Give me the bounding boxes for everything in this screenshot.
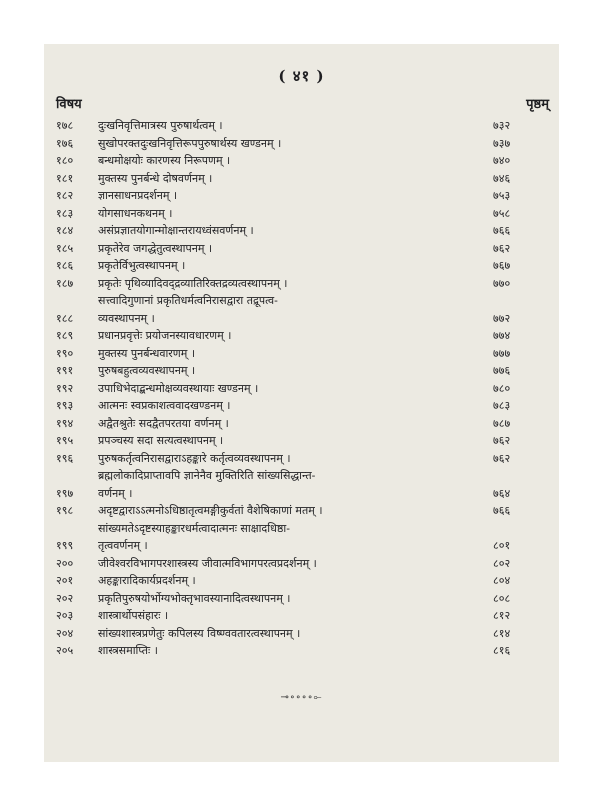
contents-entry	[56, 625, 549, 643]
entry-page-number: ७६६	[493, 504, 511, 517]
contents-entry	[56, 362, 549, 380]
contents-entry	[56, 520, 549, 555]
entry-title-line: पुरुषकर्तृत्वनिरासद्वाराऽहङ्कारे कर्तृत्वव्यवस्थापनम् ।	[98, 451, 291, 465]
contents-entry	[56, 135, 549, 153]
entry-page-number: ७८३	[493, 399, 511, 412]
contents-entry	[56, 432, 549, 450]
entry-number: २०३	[56, 609, 74, 622]
entry-title-line: सांख्यशास्त्रप्रणेतुः कपिलस्य विष्ण्ववतारत्वस्थापनम् ।	[98, 626, 301, 640]
contents-entry	[56, 292, 549, 327]
end-ornament: ⊸∘∘∘∘⟜	[280, 692, 323, 703]
entry-number: १७६	[56, 136, 74, 150]
entry-title-line: पुरुषबहुत्वव्यवस्थापनम् ।	[98, 364, 196, 377]
entry-title	[98, 187, 493, 205]
entry-number: १९२	[56, 381, 74, 395]
entry-title	[98, 345, 493, 363]
entry-title	[98, 362, 493, 380]
entry-title-line: प्रकृतेर्विभुत्वस्थापनम् ।	[98, 259, 186, 272]
contents-entry	[56, 187, 549, 205]
entry-page-number: ७६२	[493, 434, 511, 447]
entry-title-line: अद्वैतश्रुतेः सदद्वैतपरतया वर्णनम् ।	[98, 416, 229, 430]
book-page	[44, 44, 559, 762]
contents-entry	[56, 327, 549, 345]
contents-entry	[56, 117, 549, 135]
contents-entry	[56, 607, 549, 625]
entry-page-number: ७६२	[493, 241, 511, 255]
entry-page-number: ७४६	[493, 171, 511, 185]
entry-page-number: ७८७	[493, 416, 511, 430]
entry-page-number: ७४०	[493, 154, 511, 167]
entry-title-continuation: वर्णनम् ।	[98, 486, 133, 500]
entry-title	[98, 520, 493, 555]
contents-entry	[56, 257, 549, 275]
contents-list	[56, 117, 549, 660]
entry-number: १९६	[56, 451, 74, 465]
entry-title-line: जीवेश्वरविभागपरशास्त्रस्य जीवात्मविभागपरत्वप्रदर्शनम् ।	[98, 556, 317, 570]
entry-number: १९४	[56, 416, 74, 430]
page-column-heading: पृष्ठम्	[526, 97, 549, 112]
entry-title	[98, 205, 493, 223]
entry-title-line: मुक्तस्य पुनर्बन्धवारणम् ।	[98, 346, 196, 360]
contents-entry	[56, 590, 549, 608]
contents-entry	[56, 397, 549, 415]
entry-title-line: आत्मनः स्वप्रकाशत्ववादखण्डनम् ।	[98, 399, 231, 412]
entry-page-number: ७६७	[493, 259, 511, 272]
entry-title	[98, 222, 493, 240]
entry-page-number: ८०४	[493, 574, 511, 587]
entry-page-number: ७७२	[493, 311, 511, 325]
entry-page-number: ७३२	[493, 119, 511, 132]
entry-title-line: सत्त्वादिगुणानां प्रकृतिधर्मत्वनिरासद्वारा तद्रूपत्व-	[98, 294, 278, 307]
entry-title-line: सुखोपरक्तदुःखनिवृत्तिरूपपुरुषार्थस्य खण्डनम् ।	[98, 136, 282, 150]
contents-entry	[56, 642, 549, 660]
entry-number: १९१	[56, 364, 74, 377]
contents-entry	[56, 345, 549, 363]
entry-title-line: ब्रह्मलोकादिप्राप्तावपि ज्ञानेनैव मुक्तिरिति सांख्यसिद्धान्त-	[98, 469, 316, 482]
entry-title	[98, 432, 493, 450]
entry-page-number: ७७६	[493, 364, 511, 377]
entry-title	[98, 327, 493, 345]
contents-header	[56, 94, 549, 114]
contents-entry	[56, 222, 549, 240]
entry-page-number: ८०२	[493, 556, 511, 570]
entry-page-number: ७८०	[493, 381, 511, 395]
contents-entry	[56, 240, 549, 258]
entry-number: २०१	[56, 574, 74, 587]
entry-title-line: सांख्यमतेऽदृष्टस्याहङ्कारधर्मत्वादात्मनः साक्षादधिष्ठा-	[98, 521, 290, 535]
entry-title	[98, 257, 493, 275]
entry-number: १८७	[56, 276, 74, 290]
entry-number: १८१	[56, 171, 74, 185]
entry-page-number: ८१४	[493, 626, 511, 640]
entry-title	[98, 397, 493, 415]
page-number: ( ४१ )	[278, 67, 325, 85]
entry-number: २०४	[56, 626, 74, 640]
entry-page-number: ७६६	[493, 224, 511, 237]
entry-page-number: ७६४	[493, 486, 511, 500]
entry-title-line: असंप्रज्ञातयोगान्मोक्षान्तरायध्वंसवर्णनम् ।	[98, 224, 254, 237]
entry-title	[98, 450, 493, 468]
entry-title	[98, 625, 493, 643]
entry-page-number: ७३७	[493, 136, 511, 150]
entry-page-number: ८०८	[493, 591, 511, 605]
contents-entry	[56, 502, 549, 520]
entry-page-number: ७७४	[493, 329, 511, 342]
contents-entry	[56, 205, 549, 223]
entry-title-line: प्रपञ्चस्य सदा सत्यत्वस्थापनम् ।	[98, 434, 224, 447]
contents-entry	[56, 572, 549, 590]
entry-title-line: शास्त्रार्थोपसंहारः ।	[98, 609, 169, 622]
contents-entry	[56, 555, 549, 573]
entry-number: २०२	[56, 591, 74, 605]
entry-title	[98, 275, 493, 293]
contents-entry	[56, 415, 549, 433]
contents-entry	[56, 450, 549, 468]
entry-title	[98, 555, 493, 573]
entry-title-line: अहङ्कारादिकार्यप्रदर्शनम् ।	[98, 574, 196, 587]
entry-title-line: शास्त्रसमाप्तिः ।	[98, 644, 158, 657]
entry-title	[98, 240, 493, 258]
entry-page-number: ७६२	[493, 451, 511, 465]
entry-number: १९०	[56, 346, 74, 360]
entry-page-number: ८१६	[493, 644, 511, 657]
entry-title	[98, 607, 493, 625]
entry-title-line: उपाधिभेदाद्बन्धमोक्षव्यवस्थायाः खण्डनम् ।	[98, 381, 259, 395]
entry-title-line: प्रधानप्रवृत्तेः प्रयोजनस्यावधारणम् ।	[98, 329, 232, 342]
entry-title	[98, 380, 493, 398]
entry-title-line: ज्ञानसाधनप्रदर्शनम् ।	[98, 189, 178, 202]
entry-title	[98, 590, 493, 608]
entry-number: २०५	[56, 644, 74, 657]
contents-entry	[56, 170, 549, 188]
entry-number: १९७	[56, 486, 74, 500]
entry-title	[98, 642, 493, 660]
entry-title	[98, 292, 493, 327]
entry-number: १८८	[56, 311, 74, 325]
entry-title-line: प्रकृतिपुरुषयोर्भोग्यभोक्तृभावस्यानादित्वस्थापनम् ।	[98, 591, 291, 605]
entry-page-number: ८०१	[493, 539, 511, 552]
entry-page-number: ७५८	[493, 206, 511, 220]
entry-title-continuation: तृत्ववर्णनम् ।	[98, 539, 148, 552]
entry-number: १९३	[56, 399, 74, 412]
entry-title	[98, 467, 493, 502]
entry-number: १९९	[56, 539, 74, 552]
entry-title	[98, 152, 493, 170]
entry-page-number: ७७०	[493, 276, 511, 290]
contents-entry	[56, 467, 549, 502]
subject-column-heading: विषय	[56, 97, 82, 112]
entry-title	[98, 170, 493, 188]
entry-title	[98, 135, 493, 153]
entry-title-continuation: व्यवस्थापनम् ।	[98, 311, 155, 325]
entry-title-line: मुक्तस्य पुनर्बन्धे दोषवर्णनम् ।	[98, 171, 213, 185]
entry-title	[98, 572, 493, 590]
entry-title-line: दुःखनिवृत्तिमात्रस्य पुरुषार्थत्वम् ।	[98, 119, 223, 132]
entry-number: १८५	[56, 241, 74, 255]
entry-page-number: ७७७	[493, 346, 511, 360]
entry-number: १८४	[56, 224, 74, 237]
entry-number: २००	[56, 556, 74, 570]
contents-entry	[56, 380, 549, 398]
entry-title-line: प्रकृतेरेव जगद्धेतुत्वस्थापनम् ।	[98, 241, 213, 255]
contents-entry	[56, 275, 549, 293]
entry-number: १७८	[56, 119, 74, 132]
entry-title	[98, 117, 493, 135]
entry-title-line: योगसाधनकथनम् ।	[98, 206, 173, 220]
entry-title-line: प्रकृतेः पृथिव्यादिवद्द्रव्यातिरिक्तद्रव्यत्वस्थापनम् ।	[98, 276, 288, 290]
entry-number: १८०	[56, 154, 74, 167]
entry-number: १९८	[56, 504, 74, 517]
entry-page-number: ७५३	[493, 189, 511, 202]
entry-title-line: अदृष्टद्वाराऽऽत्मनोऽधिष्ठातृत्वमङ्गीकुर्वतां वैशेषिकाणां मतम् ।	[98, 504, 323, 517]
entry-title	[98, 502, 493, 520]
entry-number: १८६	[56, 259, 74, 272]
entry-title-line: बन्धमोक्षयोः कारणस्य निरूपणम् ।	[98, 154, 231, 167]
entry-page-number: ८१२	[493, 609, 511, 622]
entry-title	[98, 415, 493, 433]
contents-entry	[56, 152, 549, 170]
entry-number: १९५	[56, 434, 74, 447]
entry-number: १८३	[56, 206, 74, 220]
entry-number: १८२	[56, 189, 74, 202]
entry-number: १८९	[56, 329, 74, 342]
